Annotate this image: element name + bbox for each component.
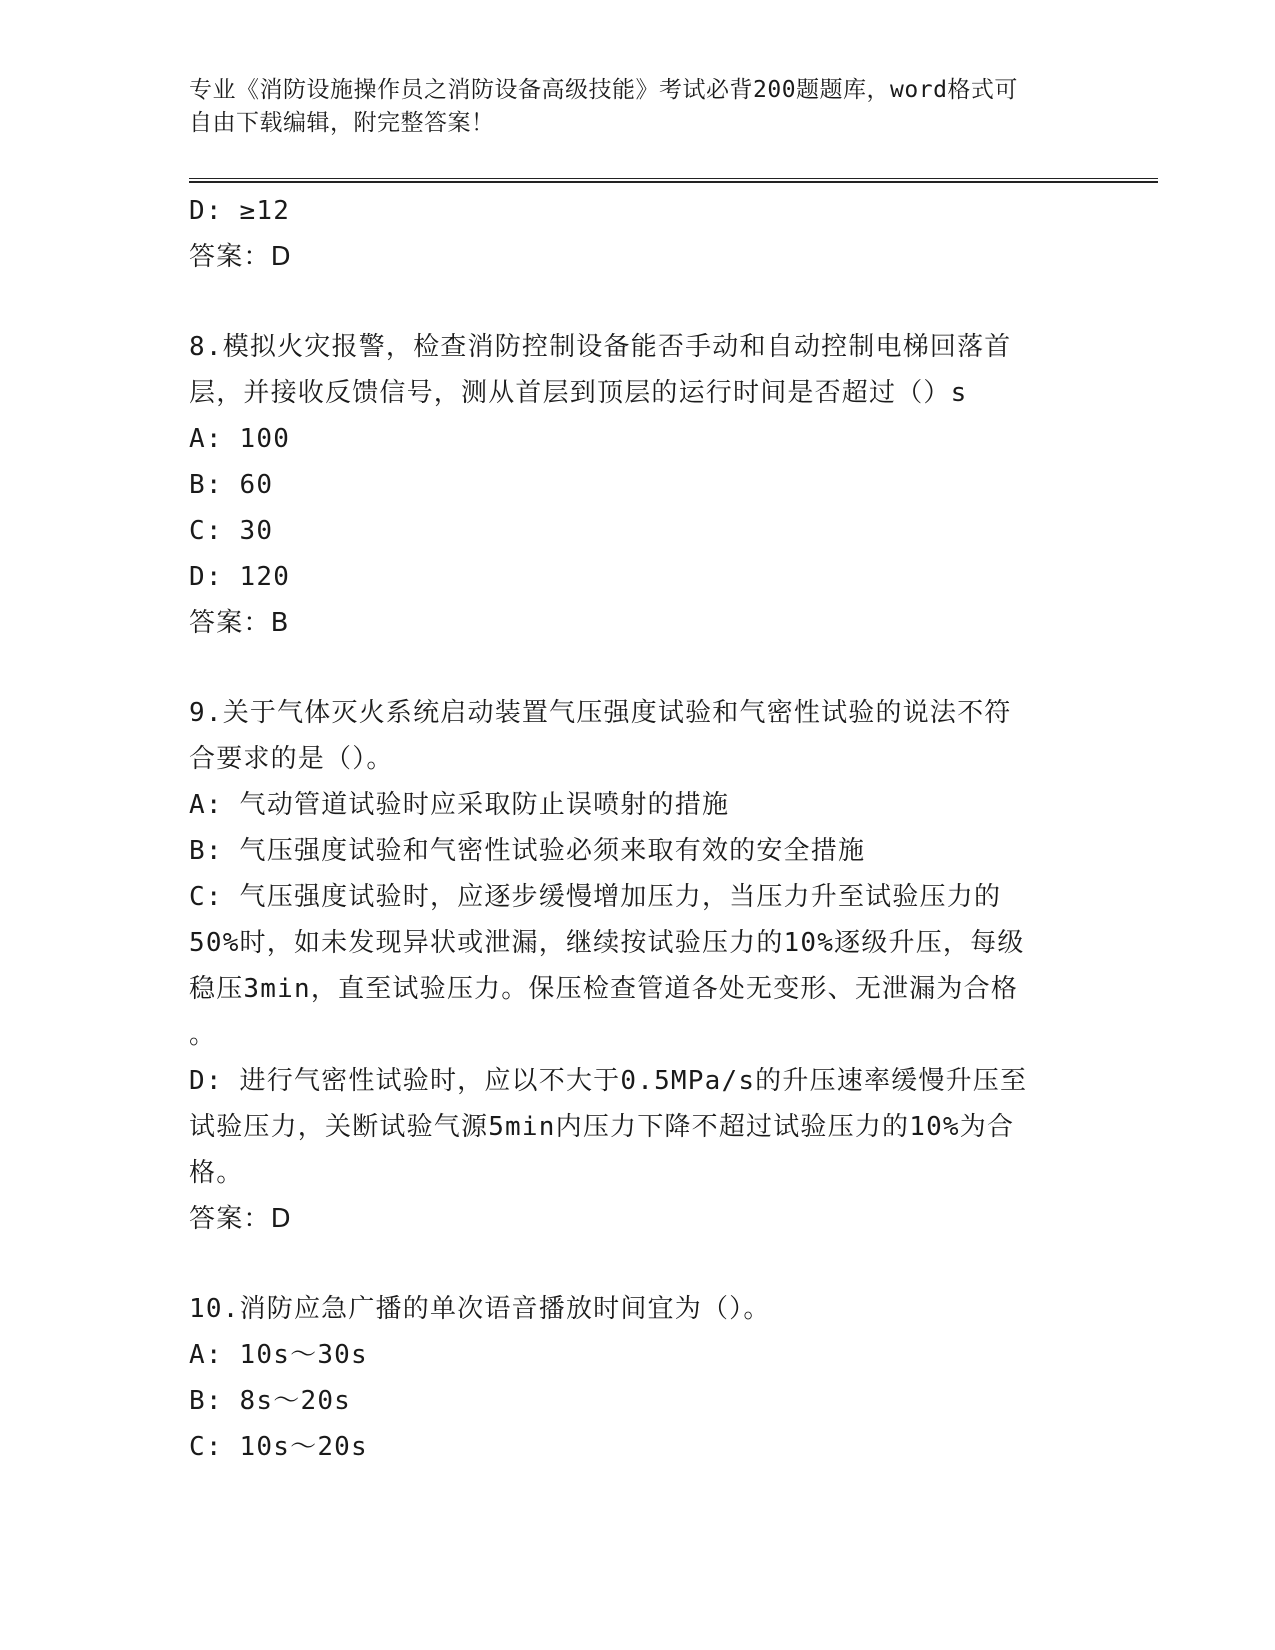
question-stem-line: 层，并接收反馈信号，测从首层到顶层的运行时间是否超过（）s bbox=[189, 378, 968, 408]
option-b: B: 8s～20s bbox=[189, 1386, 352, 1416]
header-divider-thin bbox=[189, 178, 1158, 179]
question-stem-line: 8.模拟火灾报警，检查消防控制设备能否手动和自动控制电梯回落首 bbox=[189, 332, 1012, 362]
header-divider-thick bbox=[189, 181, 1158, 183]
spacer bbox=[189, 280, 1069, 324]
option-c-line: 稳压3min，直至试验压力。保压检查管道各处无变形、无泄漏为合格 bbox=[189, 974, 1019, 1004]
option-a: A: 气动管道试验时应采取防止误喷射的措施 bbox=[189, 790, 730, 820]
question-stem-line: 9.关于气体灭火系统启动装置气压强度试验和气密性试验的说法不符 bbox=[189, 698, 1012, 728]
question-10 bbox=[189, 1286, 1069, 1470]
option-d: D: ≥12 bbox=[189, 196, 291, 226]
answer-label: 答案：D bbox=[189, 1204, 292, 1234]
option-d-line: 格。 bbox=[189, 1158, 244, 1188]
option-b: B: 60 bbox=[189, 470, 274, 500]
spacer bbox=[189, 646, 1069, 690]
option-d-line: 试验压力，关断试验气源5min内压力下降不超过试验压力的10%为合 bbox=[189, 1112, 1015, 1142]
option-b: B: 气压强度试验和气密性试验必须来取有效的安全措施 bbox=[189, 836, 866, 866]
option-a: A: 100 bbox=[189, 424, 291, 454]
question-8 bbox=[189, 324, 1069, 646]
option-c: C: 30 bbox=[189, 516, 274, 546]
answer-label: 答案：B bbox=[189, 608, 290, 638]
answer-label: 答案：D bbox=[189, 242, 292, 272]
option-d-line: D: 进行气密性试验时，应以不大于0.5MPa/s的升压速率缓慢升压至 bbox=[189, 1066, 1028, 1096]
document-header bbox=[189, 74, 1069, 140]
option-c-line: C: 气压强度试验时，应逐步缓慢增加压力，当压力升至试验压力的 bbox=[189, 882, 1002, 912]
option-a: A: 10s～30s bbox=[189, 1340, 368, 1370]
question-stem-line: 合要求的是（）。 bbox=[189, 744, 394, 774]
question-7 bbox=[189, 188, 1069, 280]
spacer bbox=[189, 1242, 1069, 1286]
question-9 bbox=[189, 690, 1069, 1242]
option-c: C: 10s～20s bbox=[189, 1432, 368, 1462]
header-title-line-2: 自由下载编辑，附完整答案！ bbox=[189, 110, 495, 136]
header-title-line-1: 专业《消防设施操作员之消防设备高级技能》考试必背200题题库，word格式可 bbox=[189, 77, 1018, 103]
option-c-line: 。 bbox=[189, 1020, 217, 1050]
option-c-line: 50%时，如未发现异状或泄漏，继续按试验压力的10%逐级升压，每级 bbox=[189, 928, 1025, 958]
question-stem-line: 10.消防应急广播的单次语音播放时间宜为（）。 bbox=[189, 1294, 771, 1324]
option-d: D: 120 bbox=[189, 562, 291, 592]
question-list bbox=[189, 188, 1069, 1470]
